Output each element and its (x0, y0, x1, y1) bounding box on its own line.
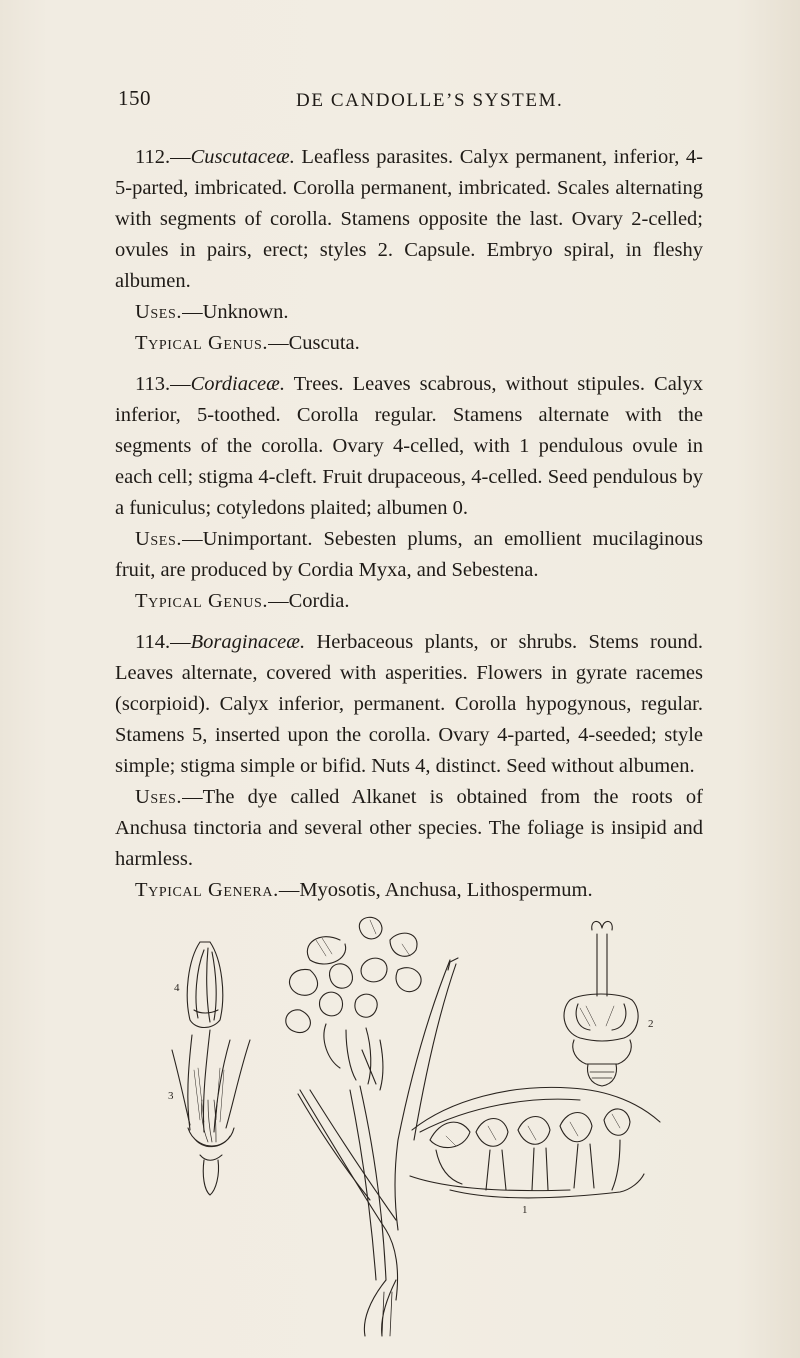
fig-2-pistil (564, 921, 638, 1086)
family-description: Herbaceous plants, or shrubs. Stems round. Leaves alternate, covered with asperities. Flowers in gyrate racemes (scorpioid). Calyx inferior, permanent. Corolla hypogynous, regular. Stamens 5, inserted upon the corolla. Ovary 4-parted, 4-seeded; style simple; stigma simple or bifid. Nuts 4, distinct. Seed without albumen. (115, 631, 703, 777)
running-title: DE CANDOLLE’S SYSTEM. (296, 90, 564, 111)
uses-text: —Unknown. (182, 301, 289, 323)
figure-label-2: 2 (648, 1018, 654, 1030)
uses-text: —The dye called Alkanet is obtained from the roots of Anchusa tinctoria and several other species. The foliage is insipid and harmless. (115, 786, 703, 870)
typical-text: —Cuscuta. (268, 332, 360, 354)
uses-line (115, 297, 703, 328)
page-header (118, 86, 708, 116)
family-name: Cuscutaceæ. (190, 146, 295, 168)
entry-dash: — (170, 631, 191, 653)
uses-line (115, 782, 703, 875)
entry-description (115, 369, 703, 524)
uses-text: —Unimportant. Sebesten plums, an emollient mucilaginous fruit, are produced by Cordia Myxa, and Sebestena. (115, 528, 703, 581)
typical-label: Typical Genus. (135, 332, 269, 354)
entry-boraginaceae (115, 627, 703, 906)
entry-number: 112. (135, 146, 171, 168)
entry-cordiaceae (115, 369, 703, 617)
figure-label-4: 4 (174, 982, 180, 994)
flowering-spike (286, 917, 421, 1280)
typical-line (115, 328, 703, 359)
entry-dash: — (170, 373, 191, 395)
engraving-hatching (194, 920, 620, 1146)
entry-cuscutaceae (115, 142, 703, 359)
typical-text: —Myosotis, Anchusa, Lithospermum. (278, 879, 593, 901)
uses-line (115, 524, 703, 586)
entry-description (115, 627, 703, 782)
engraving-svg (150, 900, 670, 1340)
lanceolate-leaves (298, 958, 458, 1336)
entry-dash: — (170, 146, 191, 168)
typical-label: Typical Genus. (135, 590, 269, 612)
botanical-illustration (150, 900, 670, 1340)
body-text (115, 142, 703, 916)
figure-label-1: 1 (522, 1204, 528, 1216)
uses-label: Uses. (135, 301, 183, 323)
fig-4-bud (187, 942, 223, 1028)
page-number: 150 (118, 86, 151, 110)
uses-label: Uses. (135, 786, 183, 808)
typical-line (115, 586, 703, 617)
family-name: Cordiaceæ. (190, 373, 285, 395)
family-description: Leafless parasites. Calyx permanent, inferior, 4-5-parted, imbricated. Corolla permanent, imbricated. Scales alternating with segments of corolla. Stamens opposite the last. Ovary 2-celled; ovules in pairs, erect; styles 2. Capsule. Embryo spiral, in fleshy albumen. (115, 146, 703, 292)
fig-1-corolla (410, 1087, 660, 1197)
uses-label: Uses. (135, 528, 183, 550)
family-description: Trees. Leaves scabrous, without stipules. Calyx inferior, 5-toothed. Corolla regular. Stamens alternate with the segments of the corolla. Ovary 4-celled, with 1 pendulous ovule in each cell; stigma 4-cleft. Fruit drupaceous, 4-celled. Seed pendulous by a funiculus; cotyledons plaited; albumen 0. (115, 373, 703, 519)
typical-text: —Cordia. (268, 590, 350, 612)
fig-3-calyx (172, 1030, 250, 1195)
figure-label-3: 3 (168, 1090, 174, 1102)
entry-number: 114. (135, 631, 171, 653)
typical-label: Typical Genera. (135, 879, 279, 901)
entry-description (115, 142, 703, 297)
entry-number: 113. (135, 373, 171, 395)
family-name: Boraginaceæ. (190, 631, 306, 653)
